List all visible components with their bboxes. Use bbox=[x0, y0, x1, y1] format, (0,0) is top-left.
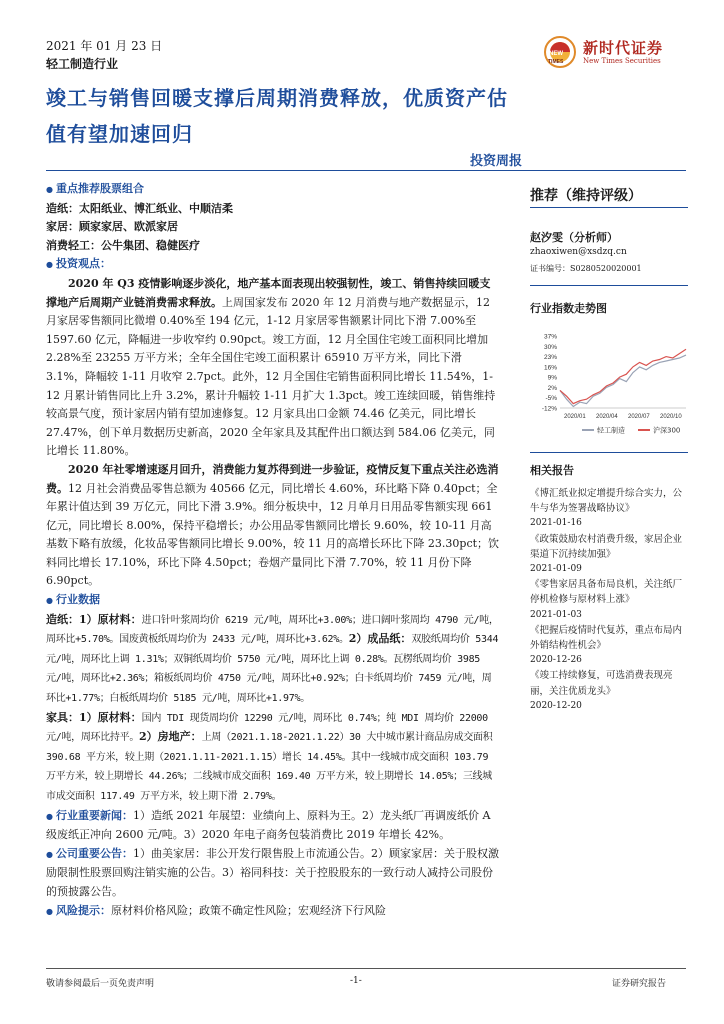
related-title-text[interactable]: 《竣工持续修复，可选消费表现亮丽，关注优质龙头》 bbox=[530, 670, 673, 697]
disclaimer-link[interactable]: 敬请参阅最后一页免责声明 bbox=[46, 979, 155, 989]
stock-category: 造纸： bbox=[46, 201, 79, 215]
related-title: 相关报告 bbox=[530, 464, 574, 477]
y-tick-label: 16% bbox=[543, 364, 557, 372]
related-date: 2021-01-16 bbox=[530, 518, 582, 529]
index-chart bbox=[530, 330, 690, 442]
legend-label: 轻工制造 bbox=[597, 426, 625, 435]
stock-category: 消费轻工： bbox=[46, 238, 101, 252]
section-title-views: 投资观点： bbox=[55, 257, 111, 271]
footer-label: 证券研究报告 bbox=[612, 979, 667, 989]
paragraph-lead: 2020 年社零增速逐月回升，消费能力复苏得到进一步验证，疫情反复下重点关注必选消费。 bbox=[46, 462, 499, 495]
data-text: 上周（2021.1.18-2021.1.22）30 大中城市累计商品房成交面积 390.68 平方米，较上期（2021.1.11-2021.1.15）增长 14.45%。其中一线城市成交面积 103.79 万平方米，较上期增长 44.26%；二线城市成交面积 169.40 万平方米，较上期增长 14.05%；三线城市成交面积 117.49 万平方米，较上期下滑 2.79%。 bbox=[46, 732, 493, 802]
x-tick-label: 2020/07 bbox=[628, 414, 650, 420]
related-title-text[interactable]: 《把握后疫情时代复苏，重点布局内外销结构性机会》 bbox=[530, 624, 683, 652]
y-tick-label: -5% bbox=[545, 395, 557, 403]
analyst-name: 赵汐雯（分析师） bbox=[530, 231, 618, 244]
paragraph-lead: 2020 年 Q3 疫情影响逐步淡化，地产基本面表现出较强韧性，竣工、销售持续回暖支撑地产后周期产业链消费需求释放。 bbox=[46, 276, 491, 309]
y-tick-label: -12% bbox=[541, 405, 557, 413]
sidebar-divider bbox=[530, 207, 688, 208]
x-tick-label: 2020/04 bbox=[596, 414, 618, 420]
company-text: 1）曲美家居：非公开发行限售股上市流通公告。2）顾家家居：关于股权激励限制性股票回购注销实施的公告。3）裕同科技：关于控股股东的一致行动人减持公司股份的预披露公告。 bbox=[46, 846, 499, 898]
header-divider bbox=[46, 170, 686, 171]
related-item[interactable] bbox=[530, 577, 690, 623]
series-line bbox=[560, 349, 686, 403]
series-line bbox=[560, 355, 686, 406]
bullet-icon: ● bbox=[46, 849, 53, 859]
related-date: 2020-12-20 bbox=[530, 700, 582, 711]
section-title-data: 行业数据 bbox=[55, 593, 100, 607]
section-title-company: 公司重要公告： bbox=[55, 846, 133, 860]
y-tick-label: 23% bbox=[543, 354, 557, 362]
related-title-text[interactable]: 《政策鼓励农村消费升级，家居企业渠道下沉持续加强》 bbox=[530, 533, 683, 560]
bullet-icon: ● bbox=[46, 185, 53, 194]
y-tick-label: 9% bbox=[547, 374, 557, 382]
data-text: 国内 TDI 现货周均价 12290 元/吨，周环比 0.74%；纯 MDI 周均价 22000 元/吨，周环比持平。 bbox=[46, 712, 488, 744]
svg-text:TIMES: TIMES bbox=[548, 59, 564, 65]
related-date: 2021-01-03 bbox=[530, 609, 582, 620]
paragraph-real-estate bbox=[46, 275, 501, 461]
analyst-email[interactable]: zhaoxiwen@xsdzq.cn bbox=[530, 247, 627, 257]
stock-list: 太阳纸业、博汇纸业、中顺洁柔 bbox=[79, 201, 233, 215]
related-title-text[interactable]: 《博汇纸业拟定增提升综合实力，公牛与华为签署战略协议》 bbox=[530, 488, 683, 515]
related-title-text[interactable]: 《零售家居具备布局良机，关注纸厂停机检修与原材料上涨》 bbox=[530, 579, 683, 606]
paragraph-furniture bbox=[46, 709, 501, 807]
bullet-icon: ● bbox=[46, 906, 53, 916]
paragraph-body: 上周国家发布 2020 年 12 月消费与地产数据显示，12 月家居零售额同比微增 0.40%至 194 亿元，1-12 月家居零售额累计同比下滑 7.00%至 1597.60 亿元，降幅进一步收窄约 0.90pct。竣工方面，12 月全国住宅竣工面积同比增加 2.28%至 23255 万平方米；全年全国住宅竣工面积累计 65910 万平方米，同比下滑 3.1%，降幅较 1-11 月收窄 2.7pct。此外，12 月全国住宅销售面积同比增长 11.54%，1-12 月累计销售同比上升 3.2%，累计升幅较 1-11 月扩大 1.3pct。竣工连续回暖，销售维持较高景气度，预计家居内销有望加速修复。12 月家具出口金额 74.46 亿美元，同比增长 27.47%，创下单月数据历史新高，2020 全年家具及其配件出口额达到 584.06 亿美元，同比增长 11.80%。 bbox=[46, 295, 496, 458]
section-title-news: 行业重要新闻： bbox=[55, 808, 133, 822]
bullet-icon: ● bbox=[46, 811, 53, 821]
data-subtitle: 2）房地产： bbox=[139, 730, 202, 744]
bullet-icon: ● bbox=[46, 596, 53, 606]
bullet-icon: ● bbox=[46, 260, 53, 270]
logo-text-en: New Times Securities bbox=[583, 57, 661, 65]
data-text: 双胶纸周均价 5344 元/吨，周环比上调 1.31%；双铜纸周均价 5750 元/吨，周环比上调 0.28%。瓦楞纸周均价 3985 元/吨，周环比+2.36%；箱板纸周均价 4750 元/吨，周环比+0.92%；白卡纸周均价 7459 元/吨，周环比+1.77%；白板纸周均价 5185 元/吨，周环比+1.97%。 bbox=[46, 634, 499, 705]
related-item[interactable] bbox=[530, 623, 690, 669]
y-tick-label: 2% bbox=[547, 384, 557, 392]
data-subtitle: 1）原材料： bbox=[79, 710, 142, 724]
x-tick-label: 2020/10 bbox=[660, 414, 682, 420]
stock-list: 公牛集团、稳健医疗 bbox=[101, 238, 200, 252]
data-subtitle: 1）原材料： bbox=[79, 612, 142, 626]
x-tick-label: 2020/01 bbox=[564, 414, 586, 420]
sidebar-divider bbox=[530, 285, 688, 286]
legend-label: 沪深300 bbox=[653, 426, 681, 435]
footer-divider bbox=[46, 968, 686, 969]
y-tick-label: 37% bbox=[543, 333, 557, 341]
data-category: 家具： bbox=[46, 710, 79, 724]
paragraph-consumption bbox=[46, 461, 501, 591]
risk-text: 原材料价格风险；政策不确定性风险；宏观经济下行风险 bbox=[110, 903, 386, 917]
stock-category: 家居： bbox=[46, 220, 79, 234]
news-text: 1）造纸 2021 年展望：业绩向上、原料为王。2）龙头纸厂再调废纸价 A 级废纸正冲向 2600 元/吨。3）2020 年电子商务包装消费比 2019 年增长 42%。 bbox=[46, 808, 491, 842]
logo-text-cn: 新时代证券 bbox=[583, 39, 664, 57]
data-subtitle: 2）成品纸： bbox=[348, 632, 412, 646]
chart-title: 行业指数走势图 bbox=[530, 302, 607, 315]
related-date: 2021-01-09 bbox=[530, 564, 582, 575]
data-text: 进口针叶浆周均价 6219 元/吨，周环比+3.00%；进口阔叶浆周均 4790 元/吨，周环比+5.70%。国废黄板纸周均价为 2433 元/吨，周环比+3.62%。 bbox=[46, 614, 499, 646]
paragraph-paper bbox=[46, 611, 501, 709]
main-column bbox=[46, 180, 501, 921]
page-number: -1- bbox=[350, 976, 362, 986]
related-item[interactable] bbox=[530, 668, 690, 714]
sidebar-divider bbox=[530, 452, 688, 453]
report-type: 投资周报 bbox=[470, 154, 523, 169]
industry-label: 轻工制造行业 bbox=[46, 57, 119, 71]
analyst-cert: 证书编号：S0280520020001 bbox=[530, 264, 642, 273]
related-item[interactable] bbox=[530, 532, 690, 578]
related-item[interactable] bbox=[530, 486, 690, 532]
section-title-stocks: 重点推荐股票组合 bbox=[55, 182, 144, 195]
rating: 推荐（维持评级） bbox=[530, 188, 642, 204]
related-date: 2020-12-26 bbox=[530, 655, 582, 666]
report-title-line1: 竣工与销售回暖支撑后周期消费释放，优质资产估 bbox=[46, 86, 508, 110]
section-title-risk: 风险提示： bbox=[55, 903, 111, 917]
related-list bbox=[530, 486, 690, 714]
y-tick-label: 30% bbox=[543, 343, 557, 351]
paragraph-body: 12 月社会消费品零售总额为 40566 亿元，同比增长 4.60%，环比略下降 0.40pct；全年累计值达到 39 万亿元，同比下滑 3.9%。细分板块中，12 月单月日用品零售额实现 661 亿元，同比增长 8.00%，保持平稳增长；办公用品零售额同比增长 9.60%，较 10-11 月高基数下略有放缓，化妆品零售额同比增长 9.00%，较 11 月的高增长环比下降 23.30pct；饮料同比增长 17.10%，环比下降 4.50pct；卷烟产量同比下滑 7.70%，较 11 月份下降 6.90pct。 bbox=[46, 481, 500, 588]
report-date: 2021 年 01 月 23 日 bbox=[46, 39, 163, 53]
svg-text:NEW: NEW bbox=[549, 51, 563, 57]
stock-list: 顾家家居、欧派家居 bbox=[79, 220, 178, 234]
report-title-line2: 值有望加速回归 bbox=[46, 122, 193, 146]
data-category: 造纸： bbox=[46, 612, 79, 626]
